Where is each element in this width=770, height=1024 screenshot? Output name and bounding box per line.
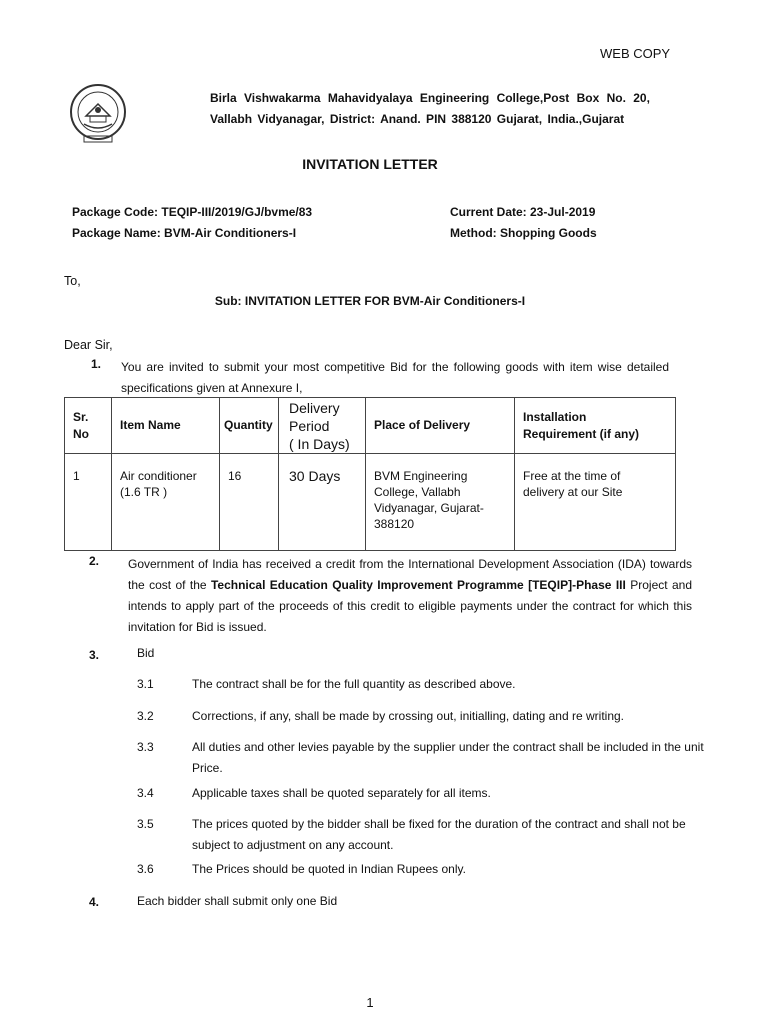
date-method-meta [450, 202, 597, 244]
salutation: Dear Sir, [64, 338, 113, 352]
cell-qty: 16 [220, 454, 279, 551]
letter-title: INVITATION LETTER [302, 156, 438, 172]
th-period-c: ( In Days) [289, 435, 350, 452]
package-meta [72, 202, 312, 244]
clause-number: 3.3 [137, 740, 154, 754]
th-sr-b: No [73, 426, 89, 441]
cell-place-d: 388120 [374, 517, 415, 531]
clause-text: All duties and other levies payable by the supplier under the contract shall be included in the unit Price. [192, 740, 704, 775]
items-table [64, 397, 676, 551]
th-period-b: Period [289, 417, 330, 434]
college-line-2: Vallabh Vidyanagar, District: Anand. PIN 388120 Gujarat, India.,Gujarat [210, 112, 625, 126]
para-2-number: 2. [89, 554, 100, 568]
college-address [210, 88, 690, 130]
th-install-a: Installation [523, 409, 587, 424]
teqip-programme-name: Technical Education Quality Improvement Programme [TEQIP]-Phase III [210, 578, 626, 592]
para-3-heading: Bid [137, 646, 155, 660]
th-period [279, 398, 366, 454]
para-4-number: 4. [89, 895, 100, 909]
para-1-text: You are invited to submit your most competitive Bid for the following goods with item wise detailed specifications given at Annexure I, [121, 360, 669, 395]
clause-number: 3.2 [137, 709, 154, 723]
clause-number: 3.5 [137, 817, 154, 831]
para-2-text-a: Government of India has received a credit from the International Development Association (IDA) towards the cost of the [128, 557, 692, 592]
clause-text: Corrections, if any, shall be made by crossing out, initialling, dating and re writing. [192, 709, 624, 723]
th-place: Place of Delivery [366, 398, 515, 454]
subject-line: Sub: INVITATION LETTER FOR BVM-Air Conditioners-I [214, 294, 526, 308]
cell-place-a: BVM Engineering [374, 469, 468, 483]
college-line-1: Birla Vishwakarma Mahavidyalaya Engineering College,Post Box No. 20, [210, 91, 650, 105]
cell-place-b: College, Vallabh [374, 485, 461, 499]
th-install-b: Requirement (if any) [523, 426, 640, 441]
cell-sr: 1 [65, 454, 112, 551]
page-number: 1 [366, 995, 374, 1010]
para-2-text-b: Project and intends to apply part of the proceeds of this credit to eligible payments under the contract for which this invitation for Bid is issued. [128, 578, 692, 634]
cell-place-c: Vidyanagar, Gujarat- [374, 501, 484, 515]
cell-install-a: Free at the time of [523, 469, 621, 483]
th-sr [65, 398, 112, 454]
package-code: Package Code: TEQIP-III/2019/GJ/bvme/83 [72, 205, 313, 219]
clause-number: 3.1 [137, 677, 154, 691]
table-row [65, 454, 676, 551]
addressee: To, [64, 274, 81, 288]
cell-item-a: Air conditioner [120, 469, 197, 483]
clause-text: Applicable taxes shall be quoted separately for all items. [192, 786, 491, 800]
clause-text: The contract shall be for the full quantity as described above. [192, 677, 516, 691]
cell-item [112, 454, 220, 551]
cell-place [366, 454, 515, 551]
para-3-number: 3. [89, 648, 100, 662]
table-header-row [65, 398, 676, 454]
clause-text: The prices quoted by the bidder shall be fixed for the duration of the contract and shall not be subject to adjustment on any account. [192, 817, 686, 852]
para-1-number: 1. [91, 357, 102, 371]
procurement-method: Method: Shopping Goods [450, 226, 597, 240]
clause-number: 3.4 [137, 786, 154, 800]
college-seal-logo [66, 82, 130, 146]
th-qty: Quantity [220, 398, 279, 454]
para-4-text: Each bidder shall submit only one Bid [137, 894, 338, 908]
th-sr-a: Sr. [73, 409, 89, 424]
para-2-text [128, 554, 692, 638]
clause-number: 3.6 [137, 862, 154, 876]
th-item: Item Name [112, 398, 220, 454]
web-copy-label: WEB COPY [600, 46, 671, 61]
cell-item-b: (1.6 TR ) [120, 485, 168, 499]
package-name: Package Name: BVM-Air Conditioners-I [72, 226, 297, 240]
cell-period: 30 Days [279, 454, 366, 551]
current-date: Current Date: 23-Jul-2019 [450, 205, 596, 219]
clause-text: The Prices should be quoted in Indian Rupees only. [192, 862, 466, 876]
th-install [515, 398, 676, 454]
cell-install [515, 454, 676, 551]
th-period-a: Delivery [289, 399, 340, 416]
cell-install-b: delivery at our Site [523, 485, 623, 499]
